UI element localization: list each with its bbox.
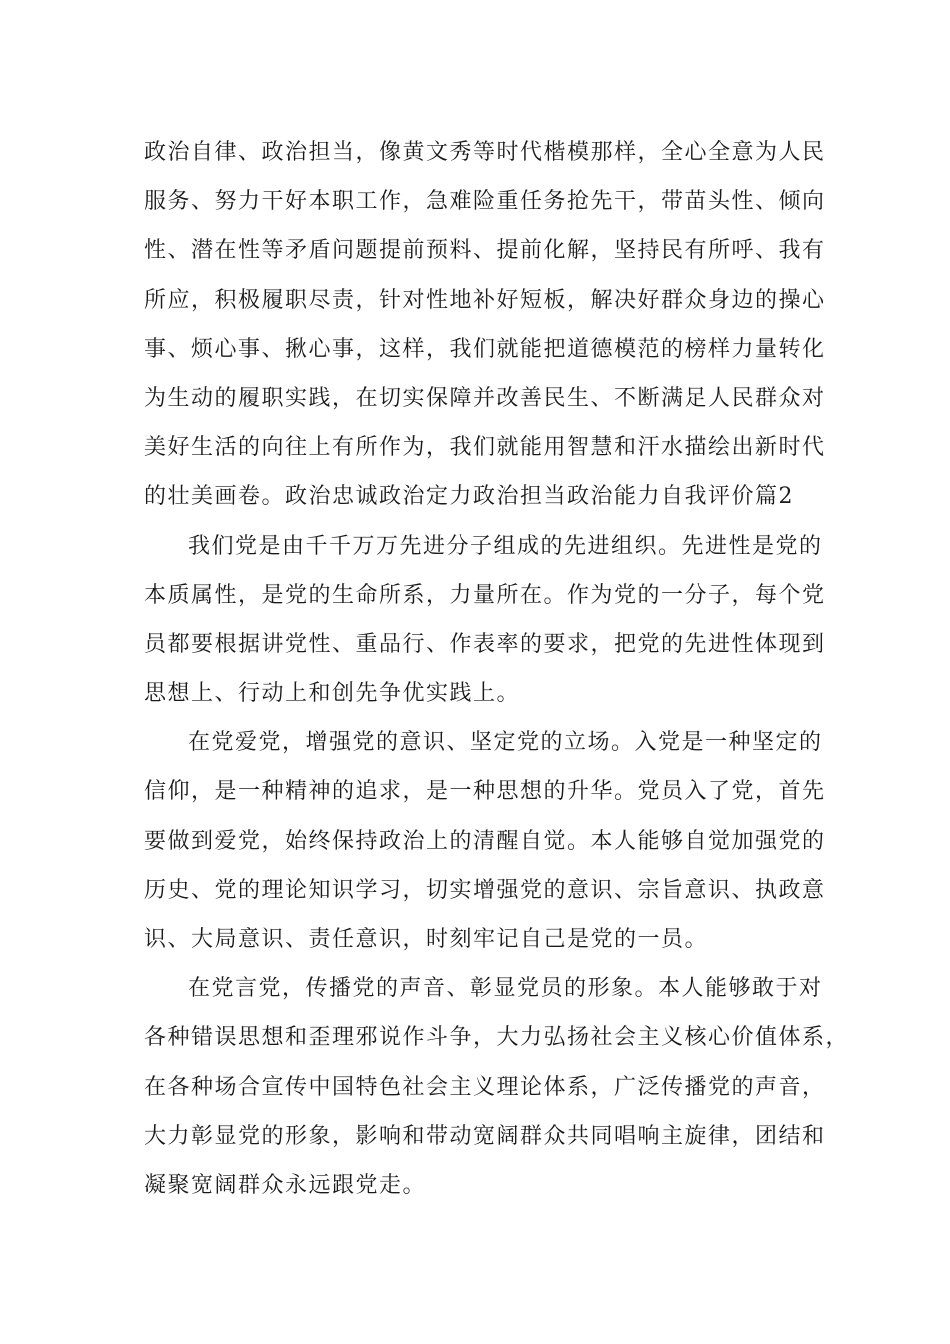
text-line: 信仰，是一种精神的追求，是一种思想的升华。党员入了党，首先: [144, 779, 826, 805]
text-line: 识、大局意识、责任意识，时刻牢记自己是党的一员。: [144, 927, 709, 952]
document-body: [144, 128, 850, 1210]
text-line: 性、潜在性等矛盾问题提前预料、提前化解，坚持民有所呼、我有: [144, 238, 826, 264]
text-line: 凝聚宽阔群众永远跟党走。: [144, 1172, 427, 1198]
text-line: 思想上、行动上和创先争优实践上。: [144, 681, 521, 707]
paragraph-first-line: 在党言党，传播党的声音、彰显党员的形象。本人能够敢于对: [188, 976, 823, 1002]
text-line: 要做到爱党，始终保持政治上的清醒自觉。本人能够自觉加强党的: [144, 828, 826, 854]
text-line: 在各种场合宣传中国特色社会主义理论体系，广泛传播党的声音，: [144, 1074, 826, 1100]
paragraph-first-line: 我们党是由千千万万先进分子组成的先进组织。先进性是党的: [188, 533, 823, 559]
text-line: 所应，积极履职尽责，针对性地补好短板，解决好群众身边的操心: [144, 287, 826, 313]
text-line: 事、烦心事、揪心事，这样，我们就能把道德模范的榜样力量转化: [144, 336, 826, 362]
text-line: 服务、努力干好本职工作，急难险重任务抢先干，带苗头性、倾向: [144, 189, 826, 215]
text-line: 的壮美画卷。政治忠诚政治定力政治担当政治能力自我评价篇2: [144, 484, 794, 510]
text-line: 各种错误思想和歪理邪说作斗争，大力弘扬社会主义核心价值体系，: [144, 1025, 850, 1051]
paragraph-first-line: 在党爱党，增强党的意识、坚定党的立场。入党是一种坚定的: [188, 730, 823, 756]
text-line: 美好生活的向往上有所作为，我们就能用智慧和汗水描绘出新时代: [144, 435, 826, 461]
text-line: 员都要根据讲党性、重品行、作表率的要求，把党的先进性体现到: [144, 631, 826, 657]
text-line: 历史、党的理论知识学习，切实增强党的意识、宗旨意识、执政意: [144, 877, 826, 903]
text-line: 大力彰显党的形象，影响和带动宽阔群众共同唱响主旋律，团结和: [144, 1123, 826, 1149]
text-line: 本质属性，是党的生命所系，力量所在。作为党的一分子，每个党: [144, 582, 826, 608]
text-line: 为生动的履职实践，在切实保障并改善民生、不断满足人民群众对: [144, 385, 826, 411]
text-line: 政治自律、政治担当，像黄文秀等时代楷模那样，全心全意为人民: [144, 140, 826, 165]
